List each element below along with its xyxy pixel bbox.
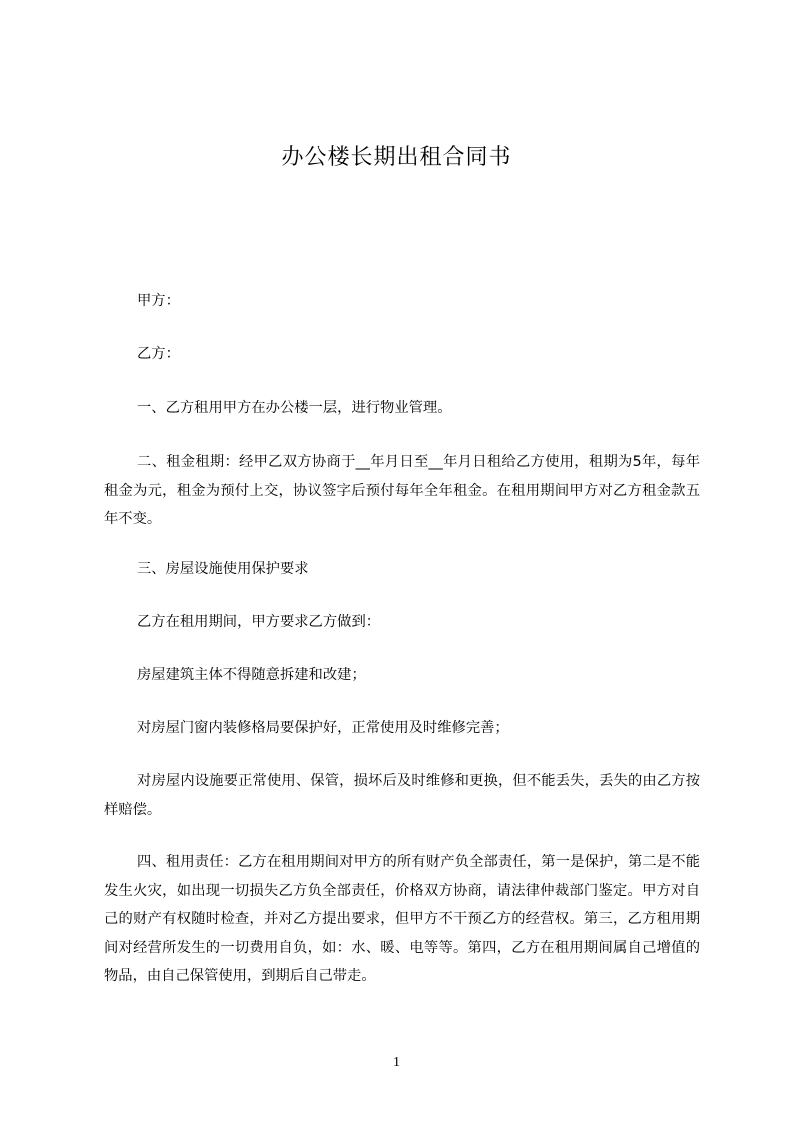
clause-3-intro: 乙方在租用期间，甲方要求乙方做到： — [137, 614, 381, 630]
clause-1: 一、乙方租用甲方在办公楼一层，进行物业管理。 — [137, 400, 452, 416]
clause-2-rent-term: 二、租金租期：经甲乙双方协商于__年月日至__年月日租给乙方使用，租期为5年，每年租金为元，租金为预付上交，协议签字后预付每年全年租金。在租用期间甲方对乙方租金款五年不变。 — [104, 454, 700, 527]
clause-3-item-2: 对房屋门窗内装修格局要保护好，正常使用及时维修完善； — [137, 720, 509, 736]
document-title: 办公楼长期出租合同书 — [281, 145, 512, 170]
clause-4-responsibility: 四、租用责任：乙方在租用期间对甲方的所有财产负全部责任，第一是保护，第二是不能发生火灾，如出现一切损失乙方负全部责任，价格双方协商，请法律仲裁部门鉴定。甲方对自己的财产有权随时检查，并对乙方提出要求，但甲方不干预乙方的经营权。第三，乙方租用期间对经营所发生的一切费用自负，如：水、暖、电等等。第四，乙方在租用期间属自己增值的物品，由自己保管使用，到期后自己带走。 — [104, 854, 700, 984]
party-a-line: 甲方： — [137, 293, 180, 309]
clause-3-item-1: 房屋建筑主体不得随意拆建和改建； — [137, 667, 366, 683]
clause-3-heading: 三、房屋设施使用保护要求 — [137, 561, 309, 577]
party-b-line: 乙方： — [137, 346, 180, 362]
clause-3-item-3: 对房屋内设施要正常使用、保管，损坏后及时维修和更换，但不能丢失，丢失的由乙方按样赔偿。 — [104, 773, 700, 818]
page-number: 1 — [393, 1055, 400, 1070]
